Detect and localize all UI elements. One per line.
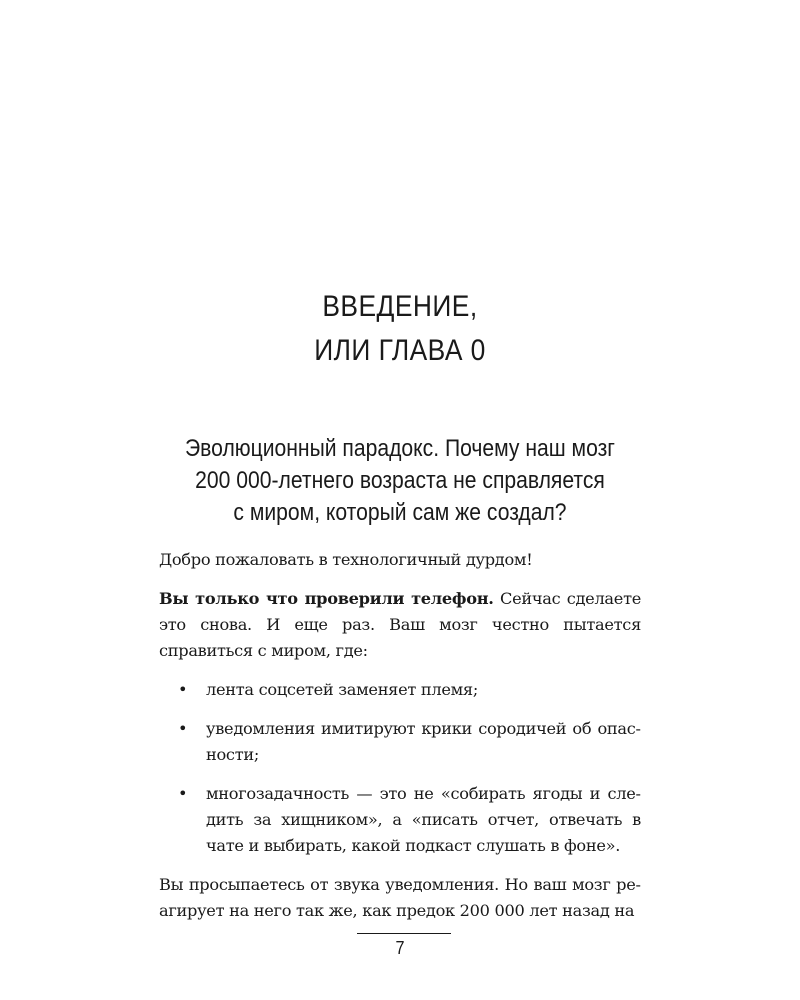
chapter-title-line-2: ИЛИ ГЛАВА 0 xyxy=(314,334,486,367)
list-item-text: многозадачность — это не «собирать ягоды и следить за хищником», а «писать отчет, отвечать в чате и выбирать, какой подкаст слушать в фоне». xyxy=(206,784,641,855)
footer-divider xyxy=(357,933,451,934)
chapter-title xyxy=(48,285,752,373)
paragraph-notification: Вы просыпаетесь от звука уведомления. Но ваш мозг реагирует на него так же, как предок 200 000 лет назад на xyxy=(159,875,641,920)
list-item xyxy=(159,781,641,859)
subtitle-line-1: Эволюционный парадокс. Почему наш мозг xyxy=(185,435,615,462)
bullet-icon: • xyxy=(178,784,188,803)
chapter-title-line-1: ВВЕДЕНИЕ, xyxy=(322,290,478,323)
list-item xyxy=(159,677,641,703)
list-item-text: уведомления имитируют крики сородичей об опасности; xyxy=(206,719,641,764)
paragraph-phone-check xyxy=(159,586,641,664)
list-item-text: лента соцсетей заменяет племя; xyxy=(206,680,478,699)
bullet-icon: • xyxy=(178,719,188,738)
page-number: 7 xyxy=(395,938,405,958)
paragraph-welcome: Добро пожаловать в технологичный дурдом! xyxy=(159,550,533,569)
paragraph-lead-bold: Вы только что проверили телефон. xyxy=(159,589,494,608)
bullet-icon: • xyxy=(178,680,188,699)
list-item xyxy=(159,716,641,768)
body-text xyxy=(159,547,641,924)
bullet-list xyxy=(159,677,641,859)
subtitle-line-3: с миром, который сам же создал? xyxy=(233,499,567,526)
subtitle-line-2: 200 000-летнего возраста не справляется xyxy=(195,467,605,494)
paragraph-lead-rest: Сейчас сделаете это снова. И еще раз. Ваш мозг честно пытается справиться с миром, где: xyxy=(159,589,642,660)
chapter-subtitle xyxy=(48,433,752,529)
